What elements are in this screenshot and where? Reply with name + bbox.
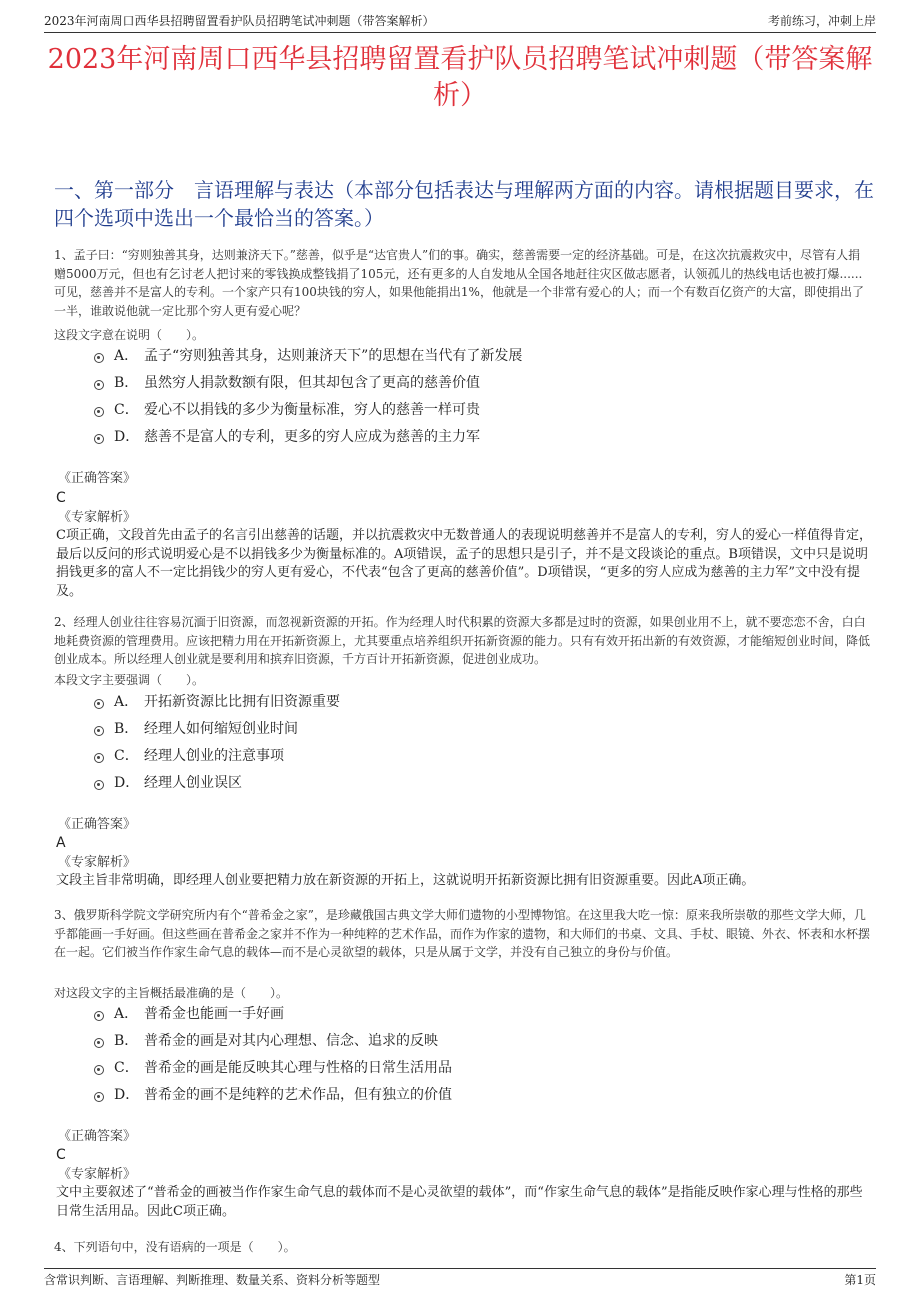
question-3-analysis: 文中主要叙述了“普希金的画被当作作家生命气息的载体而不是心灵欲望的载体”，而“作家生命气息的载体”是指能反映作家心理与性格的那些日常生活用品。因此C项正确。	[56, 1185, 863, 1219]
question-1-option-d[interactable]: D． 慈善不是富人的专利，更多的穷人应成为慈善的主力军	[94, 427, 480, 447]
radio-icon[interactable]	[94, 407, 104, 417]
question-3-stem: 对这段文字的主旨概括最准确的是（ ）。	[54, 986, 289, 1000]
question-3-answer: C	[56, 1147, 66, 1163]
question-4-stem: 4、下列语句中，没有语病的一项是（ ）。	[54, 1240, 296, 1254]
question-1-option-a[interactable]: A． 孟子“穷则独善其身，达则兼济天下”的思想在当代有了新发展	[94, 346, 522, 366]
section-heading: 一、第一部分 言语理解与表达（本部分包括表达与理解两方面的内容。请根据题目要求，在四个选项中选出一个最恰当的答案。）	[54, 178, 874, 230]
header-doc-title: 2023年河南周口西华县招聘留置看护队员招聘笔试冲刺题（带答案解析）	[44, 14, 435, 28]
radio-icon[interactable]	[94, 380, 104, 390]
question-3-option-b[interactable]: B． 普希金的画是对其内心理想、信念、追求的反映	[94, 1031, 438, 1051]
question-2-stem: 本段文字主要强调（ ）。	[54, 673, 205, 687]
radio-icon[interactable]	[94, 753, 104, 763]
radio-icon[interactable]	[94, 699, 104, 709]
question-1-analysis-label: 《专家解析》	[58, 510, 137, 525]
question-2-option-d[interactable]: D． 经理人创业误区	[94, 773, 242, 793]
question-3-analysis-label: 《专家解析》	[58, 1167, 137, 1182]
question-2-analysis-label: 《专家解析》	[58, 855, 137, 870]
question-3-answer-label: 《正确答案》	[58, 1129, 137, 1144]
document-title: 2023年河南周口西华县招聘留置看护队员招聘笔试冲刺题（带答案解析）	[47, 44, 873, 111]
page-number: 第1页	[844, 1273, 876, 1287]
question-2-analysis: 文段主旨非常明确，即经理人创业要把精力放在新资源的开拓上，这就说明开拓新资源比拥有旧资源重要。因此A项正确。	[56, 873, 755, 888]
question-3-option-a[interactable]: A． 普希金也能画一手好画	[94, 1004, 284, 1024]
radio-icon[interactable]	[94, 1092, 104, 1102]
question-2-option-c[interactable]: C． 经理人创业的注意事项	[94, 746, 284, 766]
radio-icon[interactable]	[94, 1011, 104, 1021]
radio-icon[interactable]	[94, 1038, 104, 1048]
question-1-option-c[interactable]: C． 爱心不以捐钱的多少为衡量标准，穷人的慈善一样可贵	[94, 400, 480, 420]
question-1-answer-label: 《正确答案》	[58, 471, 137, 486]
radio-icon[interactable]	[94, 780, 104, 790]
question-3-option-d[interactable]: D． 普希金的画不是纯粹的艺术作品，但有独立的价值	[94, 1085, 452, 1105]
radio-icon[interactable]	[94, 353, 104, 363]
question-2-option-b[interactable]: B． 经理人如何缩短创业时间	[94, 719, 298, 739]
question-2-answer-label: 《正确答案》	[58, 817, 137, 832]
question-1-analysis: C项正确，文段首先由孟子的名言引出慈善的话题，并以抗震救灾中无数普通人的表现说明慈善并不是富人的专利，穷人的爱心一样值得肯定，最后以反问的形式说明爱心是不以捐钱多少为衡量标准的。A项错误，孟子的思想只是引子，并不是文段谈论的重点。B项错误，文中只是说明捐钱更多的富人不一定比捐钱少的穷人更有爱心，不代表“包含了更高的慈善价值”。D项错误，“更多的穷人应成为慈善的主力军”文中没有提及。	[56, 528, 872, 599]
page-footer	[44, 1268, 876, 1289]
radio-icon[interactable]	[94, 1065, 104, 1075]
question-2-passage: 2、经理人创业往往容易沉湎于旧资源，而忽视新资源的开拓。作为经理人时代积累的资源大多都是过时的资源，如果创业用不上，就不要恋恋不舍，白白地耗费资源的管理费用。应该把精力用在开拓新资源上，尤其要重点培养组织开拓新资源的能力。只有有效开拓出新的有效资源，才能缩短创业时间，降低创业成本。所以经理人创业就是要利用和摈弃旧资源，千方百计开拓新资源，促进创业成功。	[54, 615, 871, 666]
radio-icon[interactable]	[94, 434, 104, 444]
radio-icon[interactable]	[94, 726, 104, 736]
question-3-option-c[interactable]: C． 普希金的画是能反映其心理与性格的日常生活用品	[94, 1058, 452, 1078]
question-1-passage: 1、孟子曰：“穷则独善其身，达则兼济天下。”慈善，似乎是“达官贵人”们的事。确实，慈善需要一定的经济基础。可是，在这次抗震救灾中，尽管有人捐赠5000万元，但也有乞讨老人把讨来的零钱换成整钱捐了105元，还有更多的人自发地从全国各地赶往灾区做志愿者，认领孤儿的热线电话也被打爆......可见，慈善并不是富人的专利。一个家产只有100块钱的穷人，如果他能捐出1%，他就是一个非常有爱心的人；而一个有数百亿资产的大富，即使捐出了一半，谁敢说他就一定比那个穷人更有爱心呢？	[54, 248, 864, 318]
question-1-option-b[interactable]: B． 虽然穷人捐款数额有限，但其却包含了更高的慈善价值	[94, 373, 480, 393]
question-3-passage: 3、俄罗斯科学院文学研究所内有个“普希金之家”，是珍藏俄国古典文学大师们遗物的小型博物馆。在这里我大吃一惊：原来我所崇敬的那些文学大师，几乎都能画一手好画。但这些画在普希金之家并不作为一种纯粹的艺术作品，而作为作家的遗物，和大师们的书桌、文具、手杖、眼镜、外衣、怀表和水杯摆在一起。它们被当作作家生命气息的载体—而不是心灵欲望的载体，只是从属于文学，并没有自己独立的身份与价值。	[54, 908, 871, 959]
question-1-answer: C	[56, 490, 66, 506]
question-1-stem: 这段文字意在说明（ ）。	[54, 328, 205, 342]
header-slogan: 考前练习，冲刺上岸	[767, 14, 876, 28]
footer-topics: 含常识判断、言语理解、判断推理、数量关系、资料分析等题型	[44, 1273, 381, 1287]
page-header	[44, 12, 876, 33]
question-2-option-a[interactable]: A． 开拓新资源比比拥有旧资源重要	[94, 692, 340, 712]
question-2-answer: A	[56, 835, 66, 851]
